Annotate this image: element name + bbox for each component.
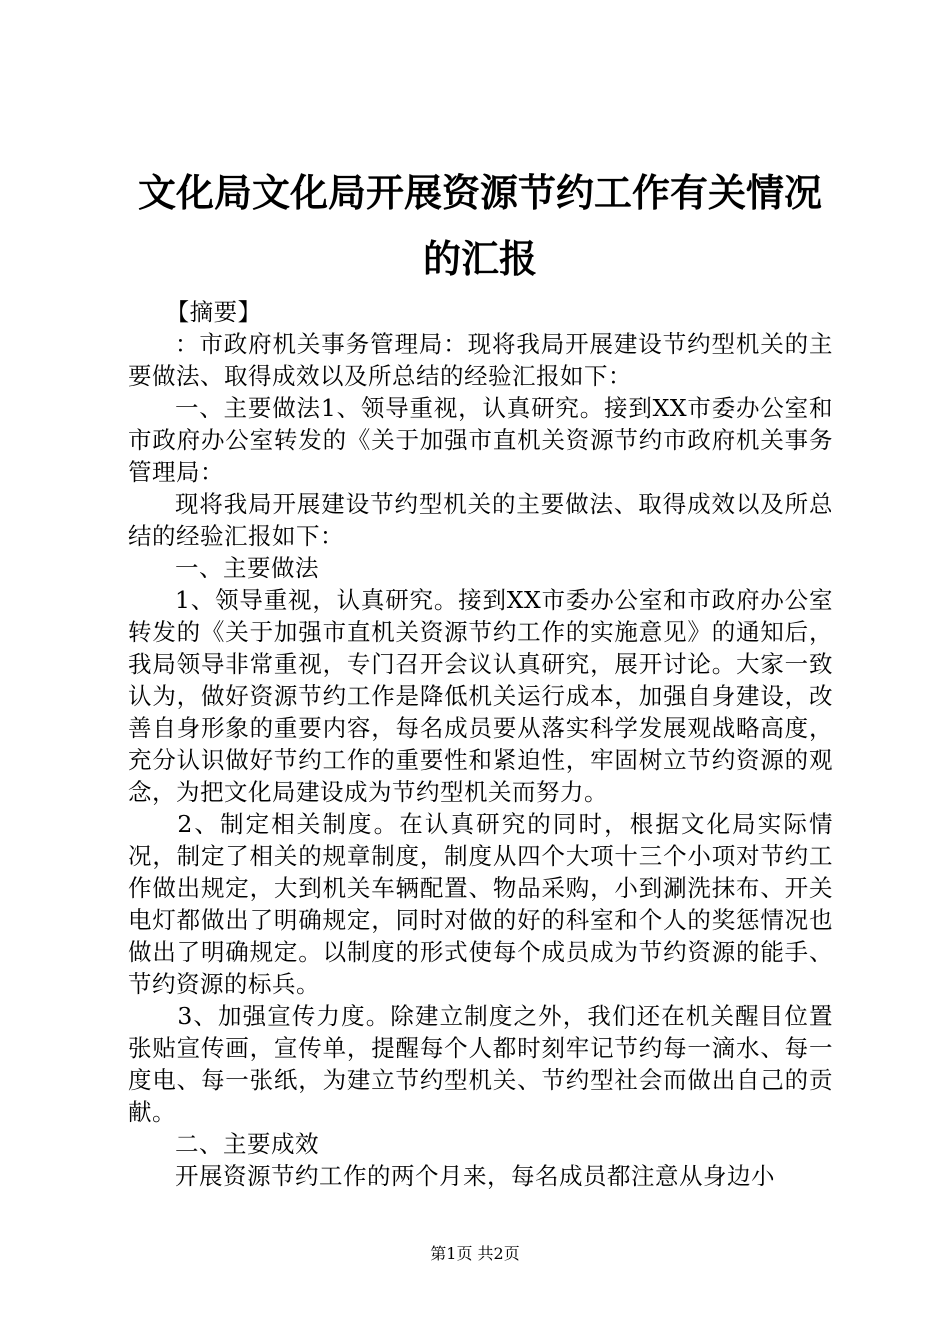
paragraph-regulations: 2、制定相关制度。在认真研究的同时，根据文化局实际情况，制定了相关的规章制度，制度从四个大项十三个小项对节约工作做出规定，大到机关车辆配置、物品采购，小到涮洗抹布、开关电灯都做出了明确规定，同时对做的好的科室和个人的奖惩情况也做出了明确规定。以制度的形式使每个成员成为节约资源的能手、节约资源的标兵。: [128, 810, 833, 998]
paragraph-report-intro: 现将我局开展建设节约型机关的主要做法、取得成效以及所总结的经验汇报如下：: [128, 490, 833, 550]
page-footer: 第1页 共2页: [430, 1244, 520, 1263]
document-title: 文化局文化局开展资源节约工作有关情况的汇报: [137, 170, 822, 281]
document-body: [128, 296, 833, 1192]
paragraph-results: 开展资源节约工作的两个月来，每名成员都注意从身边小: [175, 1162, 775, 1190]
paragraph-leadership: 1、领导重视，认真研究。接到XX市委办公室和市政府办公室转发的《关于加强市直机关资源节约工作的实施意见》的通知后，我局领导非常重视，专门召开会议认真研究，展开讨论。大家一致认为，做好资源节约工作是降低机关运行成本，加强自身建设，改善自身形象的重要内容，每名成员要从落实科学发展观战略高度，充分认识做好节约工作的重要性和紧迫性，牢固树立节约资源的观念，为把文化局建设成为节约型机关而努力。: [128, 586, 833, 806]
heading-main-results: 二、主要成效: [175, 1130, 319, 1158]
paragraph-recipient: ：市政府机关事务管理局：现将我局开展建设节约型机关的主要做法、取得成效以及所总结的经验汇报如下：: [128, 330, 833, 390]
summary-label: 【摘要】: [165, 298, 262, 326]
paragraph-main-practices-intro: 一、主要做法1、领导重视，认真研究。接到XX市委办公室和市政府办公室转发的《关于加强市直机关资源节约市政府机关事务管理局：: [128, 394, 833, 486]
paragraph-publicity: 3、加强宣传力度。除建立制度之外，我们还在机关醒目位置张贴宣传画，宣传单，提醒每个人都时刻牢记节约每一滴水、每一度电、每一张纸，为建立节约型机关、节约型社会而做出自己的贡献。: [128, 1002, 833, 1126]
heading-main-practices: 一、主要做法: [175, 554, 319, 582]
